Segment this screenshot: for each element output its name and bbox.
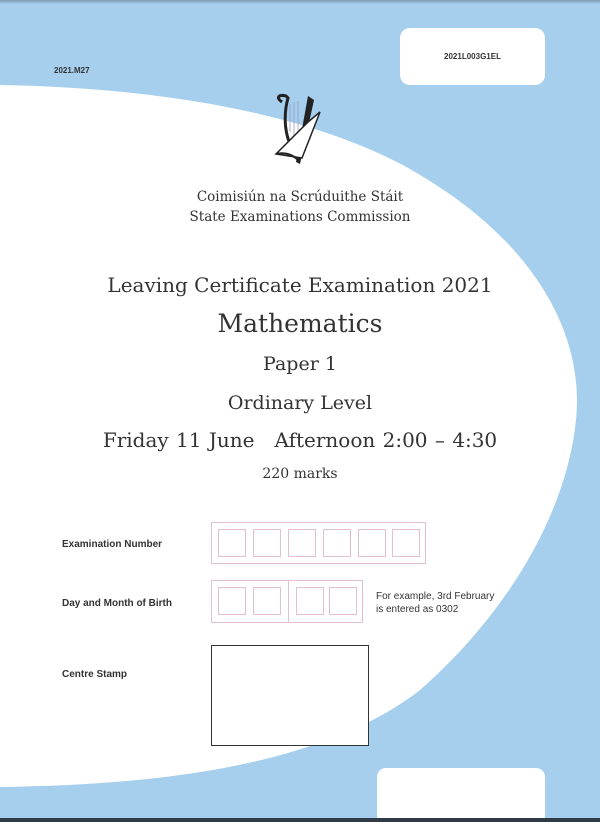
exam-number-digit-4[interactable] — [323, 529, 351, 557]
subject-title: Mathematics — [217, 309, 383, 338]
exam-number-digit-1[interactable] — [218, 529, 246, 557]
total-marks: 220 marks — [262, 466, 338, 482]
paper-code: 2021L003G1EL — [444, 52, 501, 61]
org-english-name: State Examinations Commission — [189, 209, 411, 225]
bottom-white-box — [377, 768, 545, 820]
exam-date: Friday 11 June — [102, 428, 255, 452]
dob-month-digit-1[interactable] — [296, 587, 324, 615]
bottom-bar — [0, 818, 600, 822]
exam-number-digit-2[interactable] — [253, 529, 281, 557]
dob-label: Day and Month of Birth — [62, 598, 172, 609]
org-irish-name: Coimisiún na Scrúduithe Stáit — [196, 189, 404, 205]
exam-title: Leaving Certificate Examination 2021 — [107, 273, 493, 297]
centre-stamp-label: Centre Stamp — [62, 669, 128, 680]
harp-book-icon — [268, 92, 332, 168]
dob-hint-line2: is entered as 0302 — [376, 604, 459, 615]
paper-code-box — [400, 28, 545, 85]
exam-number-digit-5[interactable] — [358, 529, 386, 557]
exam-number-label: Examination Number — [62, 539, 163, 550]
dob-hint-line1: For example, 3rd February — [376, 591, 495, 602]
exam-session: Afternoon 2:00 – 4:30 — [274, 428, 498, 452]
exam-number-field[interactable] — [211, 522, 426, 564]
exam-level: Ordinary Level — [227, 392, 373, 414]
exam-number-digit-3[interactable] — [288, 529, 316, 557]
dob-field[interactable] — [211, 580, 363, 623]
dob-month-digit-2[interactable] — [329, 587, 357, 615]
paper-number: Paper 1 — [263, 353, 337, 375]
reference-code: 2021.M27 — [54, 66, 90, 75]
dob-day-digit-2[interactable] — [253, 587, 281, 615]
exam-date-time — [0, 428, 600, 452]
dob-divider — [288, 581, 289, 622]
dob-day-digit-1[interactable] — [218, 587, 246, 615]
exam-number-digit-6[interactable] — [392, 529, 420, 557]
centre-stamp-box — [211, 645, 369, 746]
dob-hint — [376, 590, 494, 616]
